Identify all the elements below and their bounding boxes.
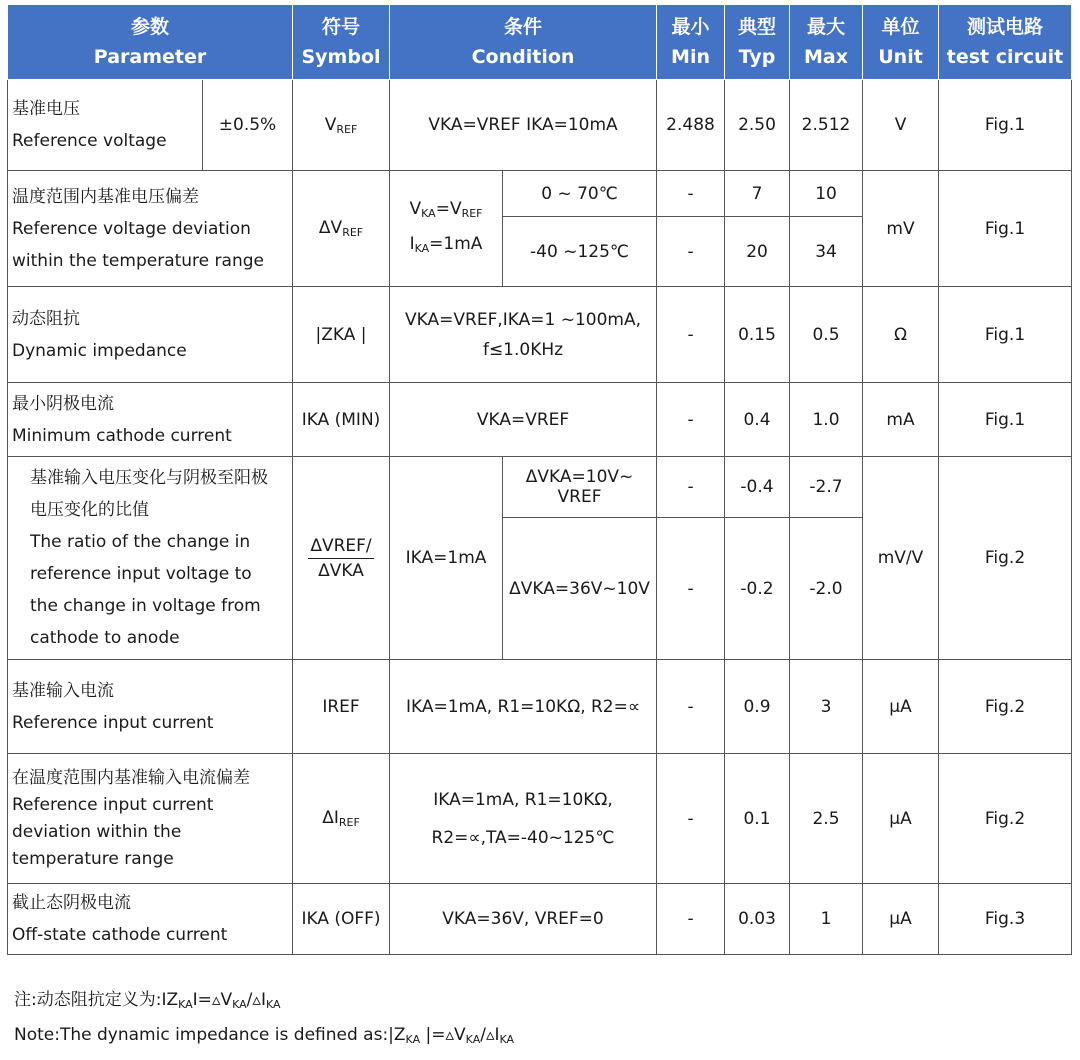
min-cell: - [657, 660, 725, 754]
unit-cell: mV/V [863, 457, 939, 660]
unit-cell: mV [863, 171, 939, 287]
fig-cell: Fig.3 [939, 884, 1072, 955]
min-cell: - [657, 287, 725, 383]
table-row [8, 660, 1072, 754]
unit-cell: mA [863, 383, 939, 457]
spec-table [7, 4, 1072, 955]
sub-condition-cell: ΔVKA=10V~ VREF [503, 457, 657, 518]
sub-condition-cell: 0 ~ 70℃ [503, 171, 657, 217]
condition-cell: VKA=36V, VREF=0 [390, 884, 657, 955]
typ-cell: 0.1 [725, 754, 790, 884]
min-cell: - [657, 217, 725, 287]
condition-cell: VKA=VREF,IKA=1 ~100mA, f≤1.0KHz [390, 287, 657, 383]
param-cell: 最小阴极电流 Minimum cathode current [8, 383, 293, 457]
symbol-cell: IKA (MIN) [293, 383, 390, 457]
condition-cell: IKA=1mA [390, 457, 503, 660]
max-cell: -2.7 [790, 457, 863, 518]
min-cell: - [657, 754, 725, 884]
unit-cell: μA [863, 754, 939, 884]
table-row [8, 383, 1072, 457]
symbol-cell: $V_{REF}$ [293, 80, 390, 171]
typ-cell: 7 [725, 171, 790, 217]
min-cell: - [657, 171, 725, 217]
condition-cell: IKA=1mA, R1=10KΩ, R2=∝ [390, 660, 657, 754]
typ-cell: 0.4 [725, 383, 790, 457]
header-row [8, 5, 1072, 80]
fig-cell: Fig.1 [939, 383, 1072, 457]
header-min: 最小 Min [657, 5, 725, 80]
min-cell: - [657, 457, 725, 518]
note-en: Note:The dynamic impedance is defined $as:|Z_{KA}$ $|=▵V_{KA}/▵I_{KA}$ [14, 1025, 515, 1046]
max-cell: 1.0 [790, 383, 863, 457]
typ-cell: 0.15 [725, 287, 790, 383]
condition-cell: VKA=VREF IKA=10mA [390, 80, 657, 171]
table-row [8, 171, 1072, 217]
typ-cell: 0.03 [725, 884, 790, 955]
symbol-cell: IKA (OFF) [293, 884, 390, 955]
param-cell: 基准输入电压变化与阴极至阳极 电压变化的比值 The ratio of the change in reference input voltage to the change in voltage from cathode to anode [8, 457, 293, 660]
symbol-cell: $\frac{\text{ΔVREF/}}{\text{ΔVKA}}$ [293, 457, 390, 660]
max-cell: -2.0 [790, 518, 863, 660]
header-unit: 单位 Unit [863, 5, 939, 80]
unit-cell: Ω [863, 287, 939, 383]
param-cell: 基准电压 Reference voltage [8, 80, 203, 171]
header-symbol: 符号 Symbol [293, 5, 390, 80]
header-condition: 条件 Condition [390, 5, 657, 80]
typ-cell: -0.2 [725, 518, 790, 660]
typ-cell: -0.4 [725, 457, 790, 518]
typ-cell: 0.9 [725, 660, 790, 754]
param-cell: 截止态阴极电流 Off-state cathode current [8, 884, 293, 955]
fig-cell: Fig.2 [939, 754, 1072, 884]
max-cell: 10 [790, 171, 863, 217]
max-cell: 2.512 [790, 80, 863, 171]
fig-cell: Fig.2 [939, 660, 1072, 754]
symbol-cell: $\Delta V_{REF}$ [293, 171, 390, 287]
param-cell: 在温度范围内基准输入电流偏差 Reference input current deviation within the temperature range [8, 754, 293, 884]
param-cell: 温度范围内基准电压偏差 Reference voltage deviation within the temperature range [8, 171, 293, 287]
symbol-cell: $\Delta I_{REF}$ [293, 754, 390, 884]
unit-cell: V [863, 80, 939, 171]
header-max: 最大 Max [790, 5, 863, 80]
symbol-cell: |ZKA | [293, 287, 390, 383]
note-cn: 注:动态阻抗定义为$:IZ_{KA}I=▵V_{KA}/▵I_{KA}$ [14, 990, 281, 1011]
tolerance-cell: ±0.5% [203, 80, 293, 171]
header-circuit: 测试电路 test circuit [939, 5, 1072, 80]
min-cell: 2.488 [657, 80, 725, 171]
notes [14, 985, 514, 1055]
header-typ: 典型 Typ [725, 5, 790, 80]
header-parameter: 参数 Parameter [8, 5, 293, 80]
table-row [8, 80, 1072, 171]
table-row [8, 457, 1072, 518]
fig-cell: Fig.2 [939, 457, 1072, 660]
unit-cell: μA [863, 660, 939, 754]
min-cell: - [657, 383, 725, 457]
param-cell: 动态阻抗 Dynamic impedance [8, 287, 293, 383]
param-cell: 基准输入电流 Reference input current [8, 660, 293, 754]
max-cell: 1 [790, 884, 863, 955]
unit-cell: μA [863, 884, 939, 955]
sub-condition-cell: ΔVKA=36V~10V [503, 518, 657, 660]
table-row [8, 754, 1072, 884]
max-cell: 2.5 [790, 754, 863, 884]
table-row [8, 884, 1072, 955]
typ-cell: 2.50 [725, 80, 790, 171]
fig-cell: Fig.1 [939, 171, 1072, 287]
table-row [8, 287, 1072, 383]
max-cell: 0.5 [790, 287, 863, 383]
sub-condition-cell: -40 ~125℃ [503, 217, 657, 287]
symbol-cell: IREF [293, 660, 390, 754]
fig-cell: Fig.1 [939, 287, 1072, 383]
max-cell: 34 [790, 217, 863, 287]
condition-cell: VKA=VREF [390, 383, 657, 457]
fig-cell: Fig.1 [939, 80, 1072, 171]
max-cell: 3 [790, 660, 863, 754]
min-cell: - [657, 884, 725, 955]
condition-cell: IKA=1mA, R1=10KΩ, R2=∝,TA=-40~125℃ [390, 754, 657, 884]
min-cell: - [657, 518, 725, 660]
typ-cell: 20 [725, 217, 790, 287]
condition-cell: $V_{KA}=V_{REF}$ $I_{KA}=1mA$ [390, 171, 503, 287]
